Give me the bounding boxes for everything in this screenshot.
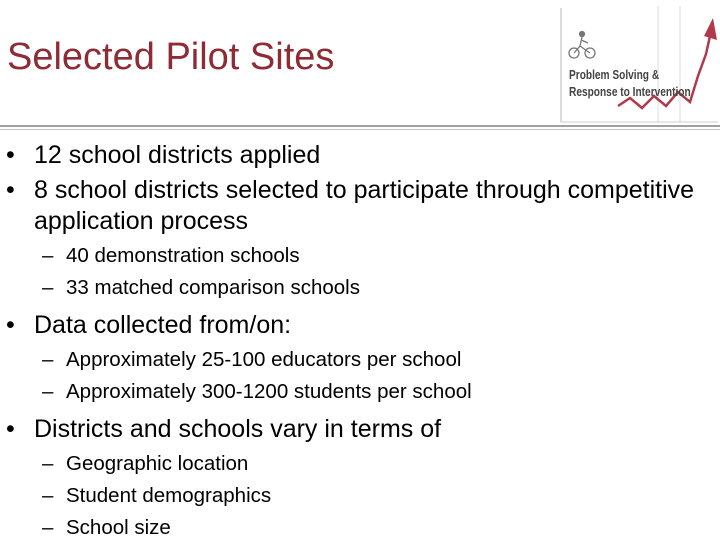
- bullet-item: [0, 175, 720, 237]
- sub-bullet-text: Approximately 300-1200 students per school: [66, 380, 472, 403]
- dash-icon: –: [42, 380, 54, 403]
- sub-bullet-item: [0, 512, 720, 544]
- dash-icon: –: [42, 516, 54, 539]
- slide-title: Selected Pilot Sites: [7, 36, 335, 78]
- bullet-item: [0, 140, 720, 171]
- dash-icon: –: [42, 452, 54, 475]
- dash-icon: –: [42, 276, 54, 299]
- sub-bullet-list: [0, 344, 720, 408]
- sub-bullet-text: Approximately 25-100 educators per school: [66, 348, 462, 371]
- bullet-text: Districts and schools vary in terms of: [34, 415, 442, 443]
- sub-bullet-item: [0, 272, 720, 304]
- logo-line-2: Response to Intervention: [569, 84, 691, 99]
- sub-bullet-text: Student demographics: [66, 484, 272, 507]
- sub-bullet-item: [0, 448, 720, 480]
- sub-bullet-item: [0, 344, 720, 376]
- logo-line-1: Problem Solving &: [569, 67, 660, 82]
- bullet-icon: •: [6, 176, 15, 204]
- dash-icon: –: [42, 244, 54, 267]
- logo-text: [569, 66, 691, 100]
- title-divider: [0, 125, 720, 127]
- sub-bullet-text: 40 demonstration schools: [66, 244, 300, 267]
- bullet-text: Data collected from/on:: [34, 311, 292, 339]
- bullet-icon: •: [6, 141, 15, 169]
- sub-bullet-item: [0, 240, 720, 272]
- sub-bullet-list: [0, 240, 720, 304]
- sub-bullet-text: School size: [66, 516, 171, 539]
- dash-icon: –: [42, 484, 54, 507]
- bullet-text: 12 school districts applied: [34, 141, 321, 169]
- sub-bullet-item: [0, 480, 720, 512]
- arrow-head-icon: [704, 18, 717, 40]
- bullet-icon: •: [6, 415, 15, 443]
- bullet-list: [0, 140, 720, 544]
- logo-graphic: [558, 6, 718, 124]
- dash-icon: –: [42, 348, 54, 371]
- sub-bullet-list: [0, 448, 720, 544]
- bicycle-figure-icon: [569, 32, 595, 59]
- title-divider-secondary: [0, 129, 720, 130]
- bullet-item: [0, 414, 720, 445]
- sub-bullet-text: Geographic location: [66, 452, 249, 475]
- bullet-item: [0, 310, 720, 341]
- bullet-text: 8 school districts selected to participate through competitive application process: [34, 176, 695, 235]
- sub-bullet-item: [0, 376, 720, 408]
- sub-bullet-text: 33 matched comparison schools: [66, 276, 360, 299]
- logo: [558, 6, 718, 124]
- bullet-icon: •: [6, 311, 15, 339]
